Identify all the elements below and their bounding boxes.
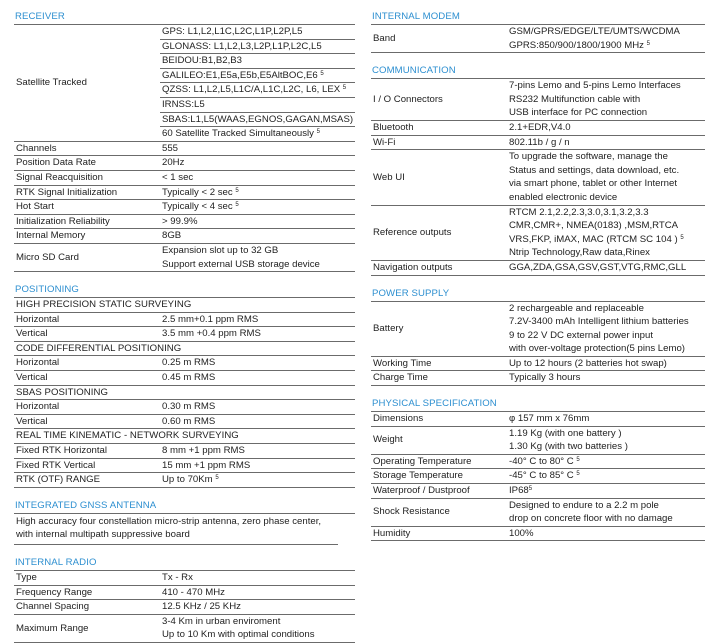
row-label: Operating Temperature xyxy=(371,454,507,469)
row-label: Humidity xyxy=(371,526,507,541)
satellite-item: IRNSS:L5 xyxy=(160,98,355,113)
row-label: Charge Time xyxy=(371,371,507,386)
table-row xyxy=(371,412,705,427)
row-label: RTK (OTF) RANGE xyxy=(14,473,160,488)
left-column xyxy=(14,0,355,643)
row-label: Type xyxy=(14,571,160,586)
section-title-receiver: RECEIVER xyxy=(15,11,65,22)
row-label: Vertical xyxy=(14,414,160,429)
satellite-item: GLONASS: L1,L2,L3,L2P,L1P,L2C,L5 xyxy=(160,40,355,55)
table-row xyxy=(14,243,355,271)
table-row xyxy=(14,214,355,229)
row-label: Web UI xyxy=(371,150,507,205)
row-label: Reference outputs xyxy=(371,205,507,260)
table-row xyxy=(371,205,705,260)
communication-table xyxy=(371,78,705,275)
row-label: Horizontal xyxy=(14,312,160,327)
power-table xyxy=(371,301,705,387)
row-label: Weight xyxy=(371,426,507,454)
row-label: Channel Spacing xyxy=(14,600,160,615)
row-value: 1.19 Kg (with one battery ) 1.30 Kg (with two batteries ) xyxy=(507,426,705,454)
receiver-table xyxy=(14,24,355,272)
table-row xyxy=(14,312,355,327)
row-value: 2 rechargeable and replaceable 7.2V-3400 mAh Intelligent lithium batteries 9 to 22 V DC external power input with over-voltage protection(5 pins Lemo) xyxy=(507,301,705,356)
table-row xyxy=(14,327,355,342)
physical-table xyxy=(371,411,705,541)
group-heading-row xyxy=(14,341,355,356)
table-row xyxy=(14,473,355,488)
satellite-list xyxy=(160,25,355,142)
row-value: 15 mm +1 ppm RMS xyxy=(160,458,355,473)
row-value: φ 157 mm x 76mm xyxy=(507,412,705,427)
row-value: 0.60 m RMS xyxy=(160,414,355,429)
section-title-modem: INTERNAL MODEM xyxy=(372,11,460,22)
row-label: Frequency Range xyxy=(14,585,160,600)
right-column xyxy=(371,0,705,541)
table-row xyxy=(371,426,705,454)
row-value: 100% xyxy=(507,526,705,541)
group-heading: CODE DIFFERENTIAL POSITIONING xyxy=(14,341,355,356)
table-row xyxy=(371,120,705,135)
row-value: $IP68^5$ xyxy=(507,484,705,499)
row-value: RTCM 2.1,2.2,2.3,3.0,3.1,3.2,3.3 CMR,CMR+, NMEA(0183) ,MSM,RTCA VRS,FKP, iMAX, MAC (RTCM SC 104 ) $^5$ Ntrip Technology,Raw data,Rinex xyxy=(507,205,705,260)
row-label: Battery xyxy=(371,301,507,356)
table-row xyxy=(14,614,355,642)
row-value: 7-pins Lemo and 5-pins Lemo Interfaces RS232 Multifunction cable with USB interface for PC connection xyxy=(507,79,705,121)
row-label: Vertical xyxy=(14,327,160,342)
table-row xyxy=(14,170,355,185)
table-row xyxy=(14,600,355,615)
row-value: Typically 3 hours xyxy=(507,371,705,386)
table-row xyxy=(371,135,705,150)
section-title-radio: INTERNAL RADIO xyxy=(15,557,97,568)
table-row xyxy=(371,484,705,499)
table-row xyxy=(371,150,705,205)
row-value: 8 mm +1 ppm RMS xyxy=(160,444,355,459)
group-heading: HIGH PRECISION STATIC SURVEYING xyxy=(14,298,355,313)
row-value: 2.5 mm+0.1 ppm RMS xyxy=(160,312,355,327)
row-label: Fixed RTK Vertical xyxy=(14,458,160,473)
group-heading: REAL TIME KINEMATIC - NETWORK SURVEYING xyxy=(14,429,355,444)
row-value: 0.45 m RMS xyxy=(160,371,355,386)
table-row xyxy=(14,356,355,371)
row-label: Channels xyxy=(14,141,160,156)
table-row xyxy=(14,229,355,244)
row-label: Internal Memory xyxy=(14,229,160,244)
table-row xyxy=(371,79,705,121)
row-value: Tx - Rx xyxy=(160,571,355,586)
row-label: Fixed RTK Horizontal xyxy=(14,444,160,459)
row-value: GSM/GPRS/EDGE/LTE/UMTS/WCDMA GPRS:850/900/1800/1900 MHz $^5$ xyxy=(507,25,705,53)
row-value: 20Hz xyxy=(160,156,355,171)
row-value: > 99.9% xyxy=(160,214,355,229)
modem-table xyxy=(371,24,705,53)
table-row xyxy=(371,498,705,526)
table-row xyxy=(14,185,355,200)
row-value: 3.5 mm +0.4 ppm RMS xyxy=(160,327,355,342)
row-label: Micro SD Card xyxy=(14,243,160,271)
group-heading-row xyxy=(14,385,355,400)
row-value: 0.25 m RMS xyxy=(160,356,355,371)
table-row xyxy=(14,141,355,156)
table-row xyxy=(14,200,355,215)
row-label: Working Time xyxy=(371,356,507,371)
section-title-antenna: INTEGRATED GNSS ANTENNA xyxy=(15,499,157,511)
table-row xyxy=(14,371,355,386)
row-label: Horizontal xyxy=(14,400,160,415)
group-heading: SBAS POSITIONING xyxy=(14,385,355,400)
row-value: Expansion slot up to 32 GB Support external USB storage device xyxy=(160,243,355,271)
table-row xyxy=(371,469,705,484)
row-label: Hot Start xyxy=(14,200,160,215)
table-row xyxy=(371,356,705,371)
row-label: Wi-Fi xyxy=(371,135,507,150)
row-label: Storage Temperature xyxy=(371,469,507,484)
row-value: -40° C to 80° C $^5$ xyxy=(507,454,705,469)
table-row xyxy=(14,156,355,171)
section-title-positioning: POSITIONING xyxy=(15,284,79,296)
row-label: Vertical xyxy=(14,371,160,386)
row-value: To upgrade the software, manage the Status and settings, data download, etc. via smart phone, tablet or other Internet enabled electronic device xyxy=(507,150,705,205)
satellite-item: 60 Satellite Tracked Simultaneously $^5$ xyxy=(162,128,320,140)
row-value: < 1 sec xyxy=(160,170,355,185)
satellite-item: GALILEO:E1,E5a,E5b,E5AltBOC,E6 $^5$ xyxy=(160,69,355,84)
table-row xyxy=(14,571,355,586)
table-row xyxy=(371,371,705,386)
row-label: Position Data Rate xyxy=(14,156,160,171)
row-label: Bluetooth xyxy=(371,120,507,135)
row-value: Designed to endure to a 2.2 m pole drop on concrete floor with no damage xyxy=(507,498,705,526)
table-row xyxy=(14,400,355,415)
row-value: Up to 12 hours (2 batteries hot swap) xyxy=(507,356,705,371)
table-row xyxy=(14,444,355,459)
table-row xyxy=(14,414,355,429)
row-value: 2.1+EDR,V4.0 xyxy=(507,120,705,135)
row-label: Waterproof / Dustproof xyxy=(371,484,507,499)
row-value: 3-4 Km in urban enviroment Up to 10 Km with optimal conditions xyxy=(160,614,355,642)
row-label: I / O Connectors xyxy=(371,79,507,121)
table-row xyxy=(371,454,705,469)
positioning-table xyxy=(14,297,355,488)
row-value: GGA,ZDA,GSA,GSV,GST,VTG,RMC,GLL xyxy=(507,260,705,275)
row-value: 410 - 470 MHz xyxy=(160,585,355,600)
row-value: Up to 70Km $^5$ xyxy=(160,473,355,488)
table-row xyxy=(371,260,705,275)
row-label: Maximum Range xyxy=(14,614,160,642)
section-title-power: POWER SUPPLY xyxy=(372,287,450,299)
table-row xyxy=(14,25,355,142)
row-value: 8GB xyxy=(160,229,355,244)
group-heading-row xyxy=(14,429,355,444)
row-value: Typically < 4 sec $^5$ xyxy=(160,200,355,215)
table-row xyxy=(14,458,355,473)
row-value: 802.11b / g / n xyxy=(507,135,705,150)
table-row xyxy=(14,585,355,600)
row-value: 0.30 m RMS xyxy=(160,400,355,415)
row-label: RTK Signal Initialization xyxy=(14,185,160,200)
row-label: Band xyxy=(371,25,507,53)
group-heading-row xyxy=(14,298,355,313)
satellite-item: QZSS: L1,L2,L5,L1C/A,L1C,L2C, L6, LEX $^5$ xyxy=(160,83,355,98)
row-label: Horizontal xyxy=(14,356,160,371)
row-label: Navigation outputs xyxy=(371,260,507,275)
row-label: Signal Reacquisition xyxy=(14,170,160,185)
satellite-item: GPS: L1,L2,L1C,L2C,L1P,L2P,L5 xyxy=(160,25,355,40)
row-label: Dimensions xyxy=(371,412,507,427)
satellite-item: SBAS:L1,L5(WAAS,EGNOS,GAGAN,MSAS) xyxy=(160,113,355,128)
radio-table xyxy=(14,570,355,643)
row-label: Satellite Tracked xyxy=(14,25,160,142)
antenna-block xyxy=(14,513,355,545)
table-row xyxy=(371,25,705,53)
table-row xyxy=(371,301,705,356)
row-value: 12.5 KHz / 25 KHz xyxy=(160,600,355,615)
antenna-description: High accuracy four constellation micro-strip antenna, zero phase center, with internal multipath suppressive board xyxy=(14,514,338,545)
satellite-item: BEIDOU:B1,B2,B3 xyxy=(160,54,355,69)
section-title-communication: COMMUNICATION xyxy=(372,65,456,77)
table-row xyxy=(371,526,705,541)
row-value: 555 xyxy=(160,141,355,156)
row-value: -45° C to 85° C $^5$ xyxy=(507,469,705,484)
row-label: Shock Resistance xyxy=(371,498,507,526)
row-value: Typically < 2 sec $^5$ xyxy=(160,185,355,200)
section-title-physical: PHYSICAL SPECIFICATION xyxy=(372,398,497,410)
row-label: Initialization Reliability xyxy=(14,214,160,229)
